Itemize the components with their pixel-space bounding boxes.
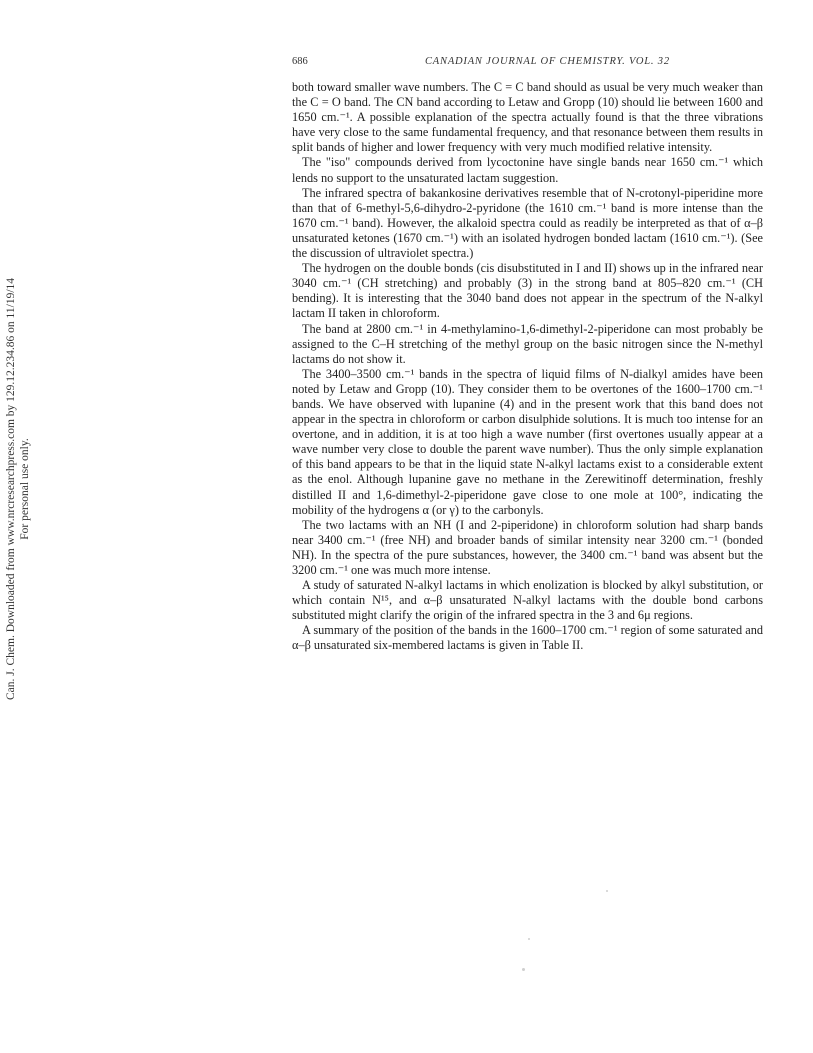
scan-speck — [606, 890, 608, 892]
running-header — [292, 56, 762, 70]
watermark-line: For personal use only. — [19, 438, 31, 540]
download-watermark — [4, 278, 32, 700]
article-body — [292, 80, 763, 654]
paragraph: The hydrogen on the double bonds (cis disubstituted in I and II) shows up in the infrared near 3040 cm.⁻¹ (CH stretching) and probably (3) in the strong band at 805–820 cm.⁻¹ (CH bending). It is interesting that the 3040 band does not appear in the spectrum of the N-alkyl lactam II taken in chloroform. — [292, 261, 763, 321]
paragraph: A study of saturated N-alkyl lactams in which enolization is blocked by alkyl substitution, or which contain N¹⁵, and α–β unsaturated N-alkyl lactams with the double bond carbons substituted might clarify the origin of the infrared spectra in the 3 and 6μ regions. — [292, 578, 763, 623]
paragraph: both toward smaller wave numbers. The C = C band should as usual be very much weaker than the C = O band. The CN band according to Letaw and Gropp (10) should lie between 1600 and 1650 cm.⁻¹. A possible explanation of the spectra actually found is that the three vibrations have very close to the same fundamental frequency, and that resonance between them results in split bands of higher and lower frequency with very much modified relative intensity. — [292, 80, 763, 155]
scan-speck — [522, 968, 525, 971]
paragraph: The 3400–3500 cm.⁻¹ bands in the spectra of liquid films of N-dialkyl amides have been noted by Letaw and Gropp (10). They consider them to be overtones of the 1600–1700 cm.⁻¹ bands. We have observed with lupanine (4) and in the present work that this band does not appear in the spectra in chloroform or carbon disulphide solutions. It is much too intense for an overtone, and in addition, it is at too high a wave number (first overtones usually appear at a wave number very close to double the parent wave number). Thus the only simple explanation of this band appears to be that in the liquid state N-alkyl lactams exist to a considerable extent as the enol. Although lupanine gave no methane in the Zerewitinoff determination, freshly distilled II and 1,6-dimethyl-2-piperidone gave close to one mole at 100°, indicating the mobility of the hydrogens α (or γ) to the carbonyls. — [292, 366, 763, 517]
watermark-line: Can. J. Chem. Downloaded from www.nrcresearchpress.com by 129.12.234.86 on 11/19/14 — [5, 277, 17, 700]
page-number: 686 — [292, 56, 308, 67]
paragraph: The "iso" compounds derived from lycoctonine have single bands near 1650 cm.⁻¹ which lends no support to the unsaturated lactam suggestion. — [292, 155, 763, 185]
paragraph: The two lactams with an NH (I and 2-piperidone) in chloroform solution had sharp bands near 3400 cm.⁻¹ (free NH) and broader bands of similar intensity near 3200 cm.⁻¹ (bonded NH). In the spectra of the pure substances, however, the 3400 cm.⁻¹ band was absent but the 3200 cm.⁻¹ one was much more intense. — [292, 517, 763, 577]
paragraph: The infrared spectra of bakankosine derivatives resemble that of N-crotonyl-piperidine more than that of 6-methyl-5,6-dihydro-2-pyridone (the 1610 cm.⁻¹ band is more intense than the 1670 cm.⁻¹ band). However, the alkaloid spectra could as readily be interpreted as that of α–β unsaturated ketones (1670 cm.⁻¹) with an isolated hydrogen bonded lactam (1610 cm.⁻¹). (See the discussion of ultraviolet spectra.) — [292, 185, 763, 261]
paragraph: The band at 2800 cm.⁻¹ in 4-methylamino-1,6-dimethyl-2-piperidone can most probably be assigned to the C–H stretching of the methyl group on the basic nitrogen since the N-methyl lactams do not show it. — [292, 321, 763, 366]
journal-title: CANADIAN JOURNAL OF CHEMISTRY. VOL. 32 — [425, 56, 670, 67]
paragraph: A summary of the position of the bands in the 1600–1700 cm.⁻¹ region of some saturated and α–β unsaturated six-membered lactams is given in Table II. — [292, 623, 763, 653]
scan-speck — [528, 938, 530, 940]
